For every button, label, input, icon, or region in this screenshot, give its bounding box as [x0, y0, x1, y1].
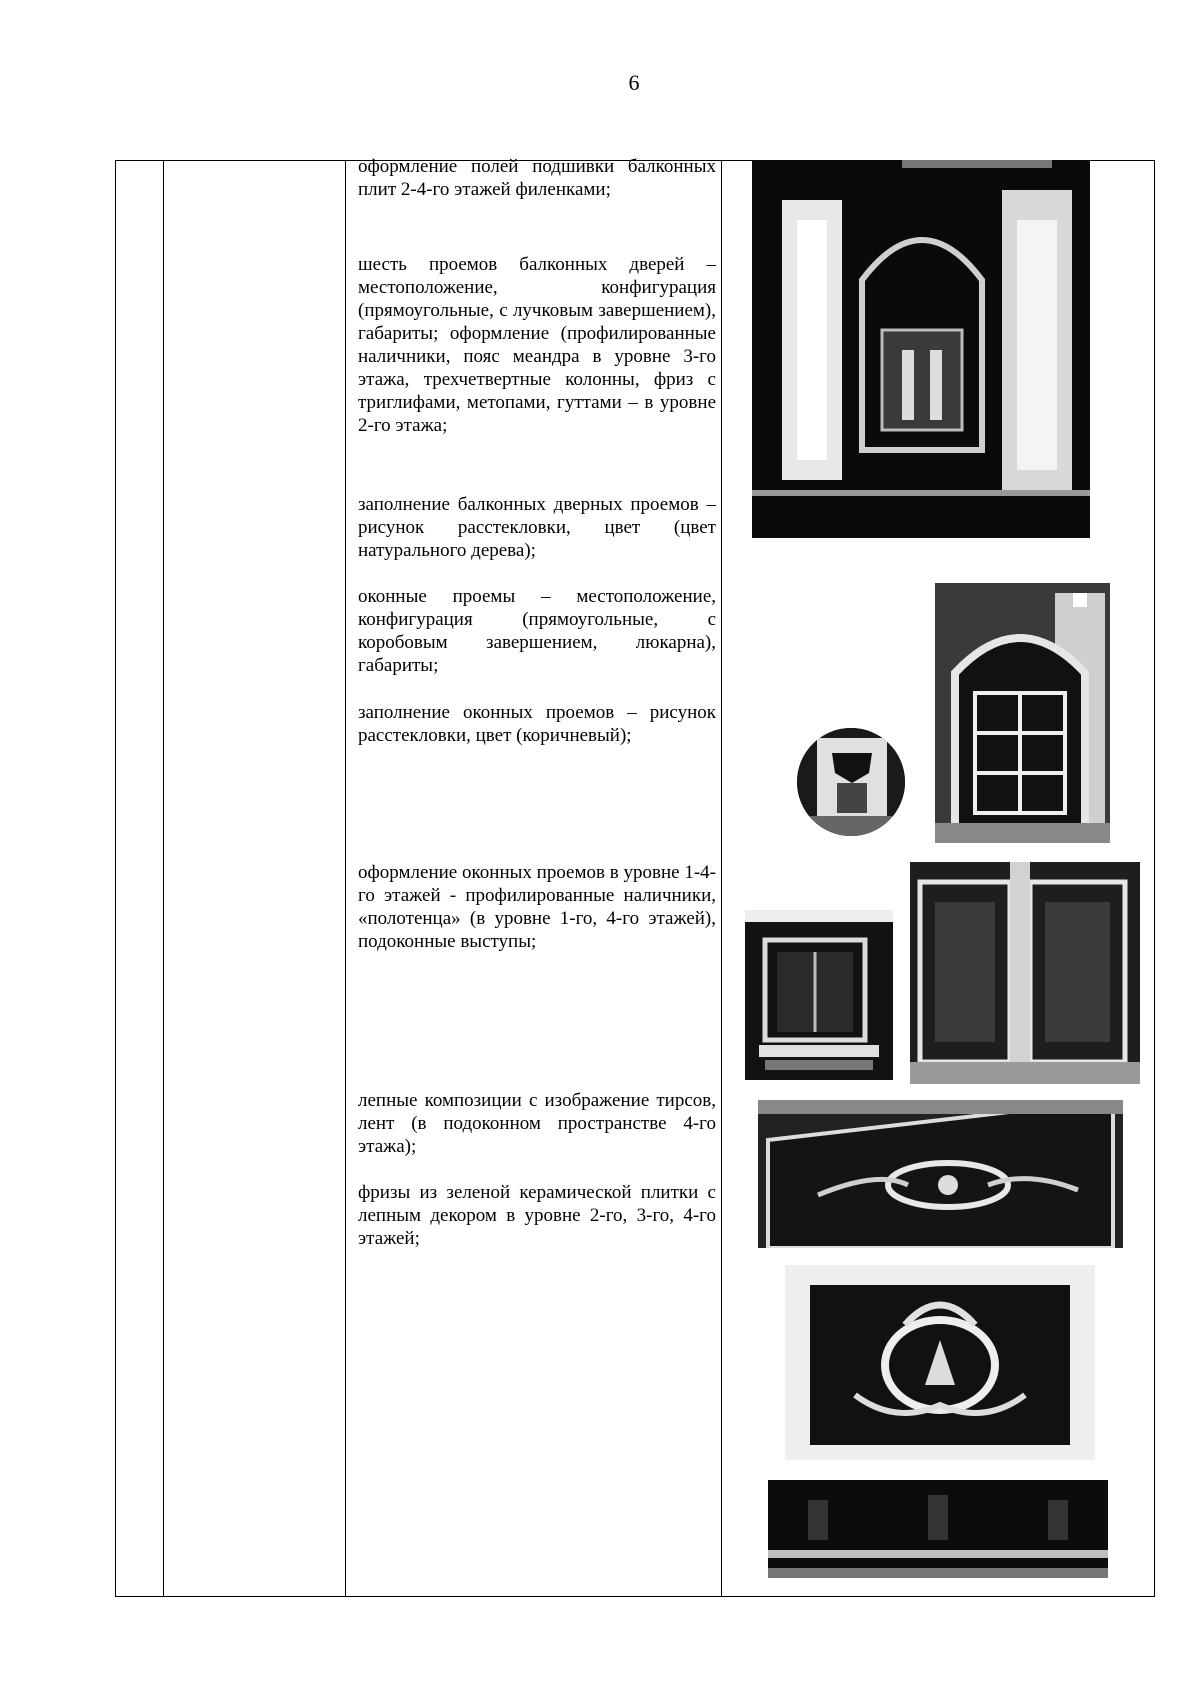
page-number: 6 [628, 70, 640, 95]
column-divider [345, 161, 346, 1596]
paragraph-balcony-door-fillings: заполнение балконных дверных проемов – рисунок расстекловки, цвет (цвет натурального дерева); [358, 494, 716, 561]
paragraph-window-openings: оконные проемы – местоположение, конфигурация (прямоугольные, с коробовым завершением, люкарна), габариты; [358, 586, 716, 676]
window-surround-photo-left [745, 910, 893, 1080]
stucco-composition-photo [758, 1100, 1123, 1248]
paragraph-balcony-door-openings: шесть проемов балконных дверей – местоположение, конфигурация (прямоугольные, с лучковым завершением), габариты; оформление (профилированные наличники, пояс меандра в уровне 3-го этажа, трехчетвертные колонны, фриз с триглифами, метопами, гуттами – в уровне 2-го этажа; [358, 254, 716, 436]
frieze-detail-photo [768, 1480, 1108, 1578]
arched-window-photo [935, 583, 1110, 843]
paragraph-stucco-compositions: лепные композиции с изображение тирсов, лент (в подоконном пространстве 4-го этажа); [358, 1090, 716, 1157]
paragraph-ceramic-friezes: фризы из зеленой керамической плитки с лепным декором в уровне 2-го, 3-го, 4-го этажей; [358, 1182, 716, 1249]
ceramic-frieze-photo [785, 1265, 1095, 1460]
dormer-window-photo [797, 728, 905, 836]
column-divider [163, 161, 164, 1596]
column-divider [721, 161, 722, 1596]
balcony-doors-photo [752, 160, 1090, 538]
paragraph-window-surrounds: оформление оконных проемов в уровне 1-4-го этажей - профилированные наличники, «полотенца» (в уровне 1-го, 4-го этажей), подоконные выступы; [358, 862, 716, 952]
window-surround-photo-right [910, 862, 1140, 1084]
paragraph-window-fillings: заполнение оконных проемов – рисунок расстекловки, цвет (коричневый); [358, 702, 716, 746]
paragraph-balcony-soffits: оформление полей подшивки балконных плит 2-4-го этажей филенками; [358, 156, 716, 200]
